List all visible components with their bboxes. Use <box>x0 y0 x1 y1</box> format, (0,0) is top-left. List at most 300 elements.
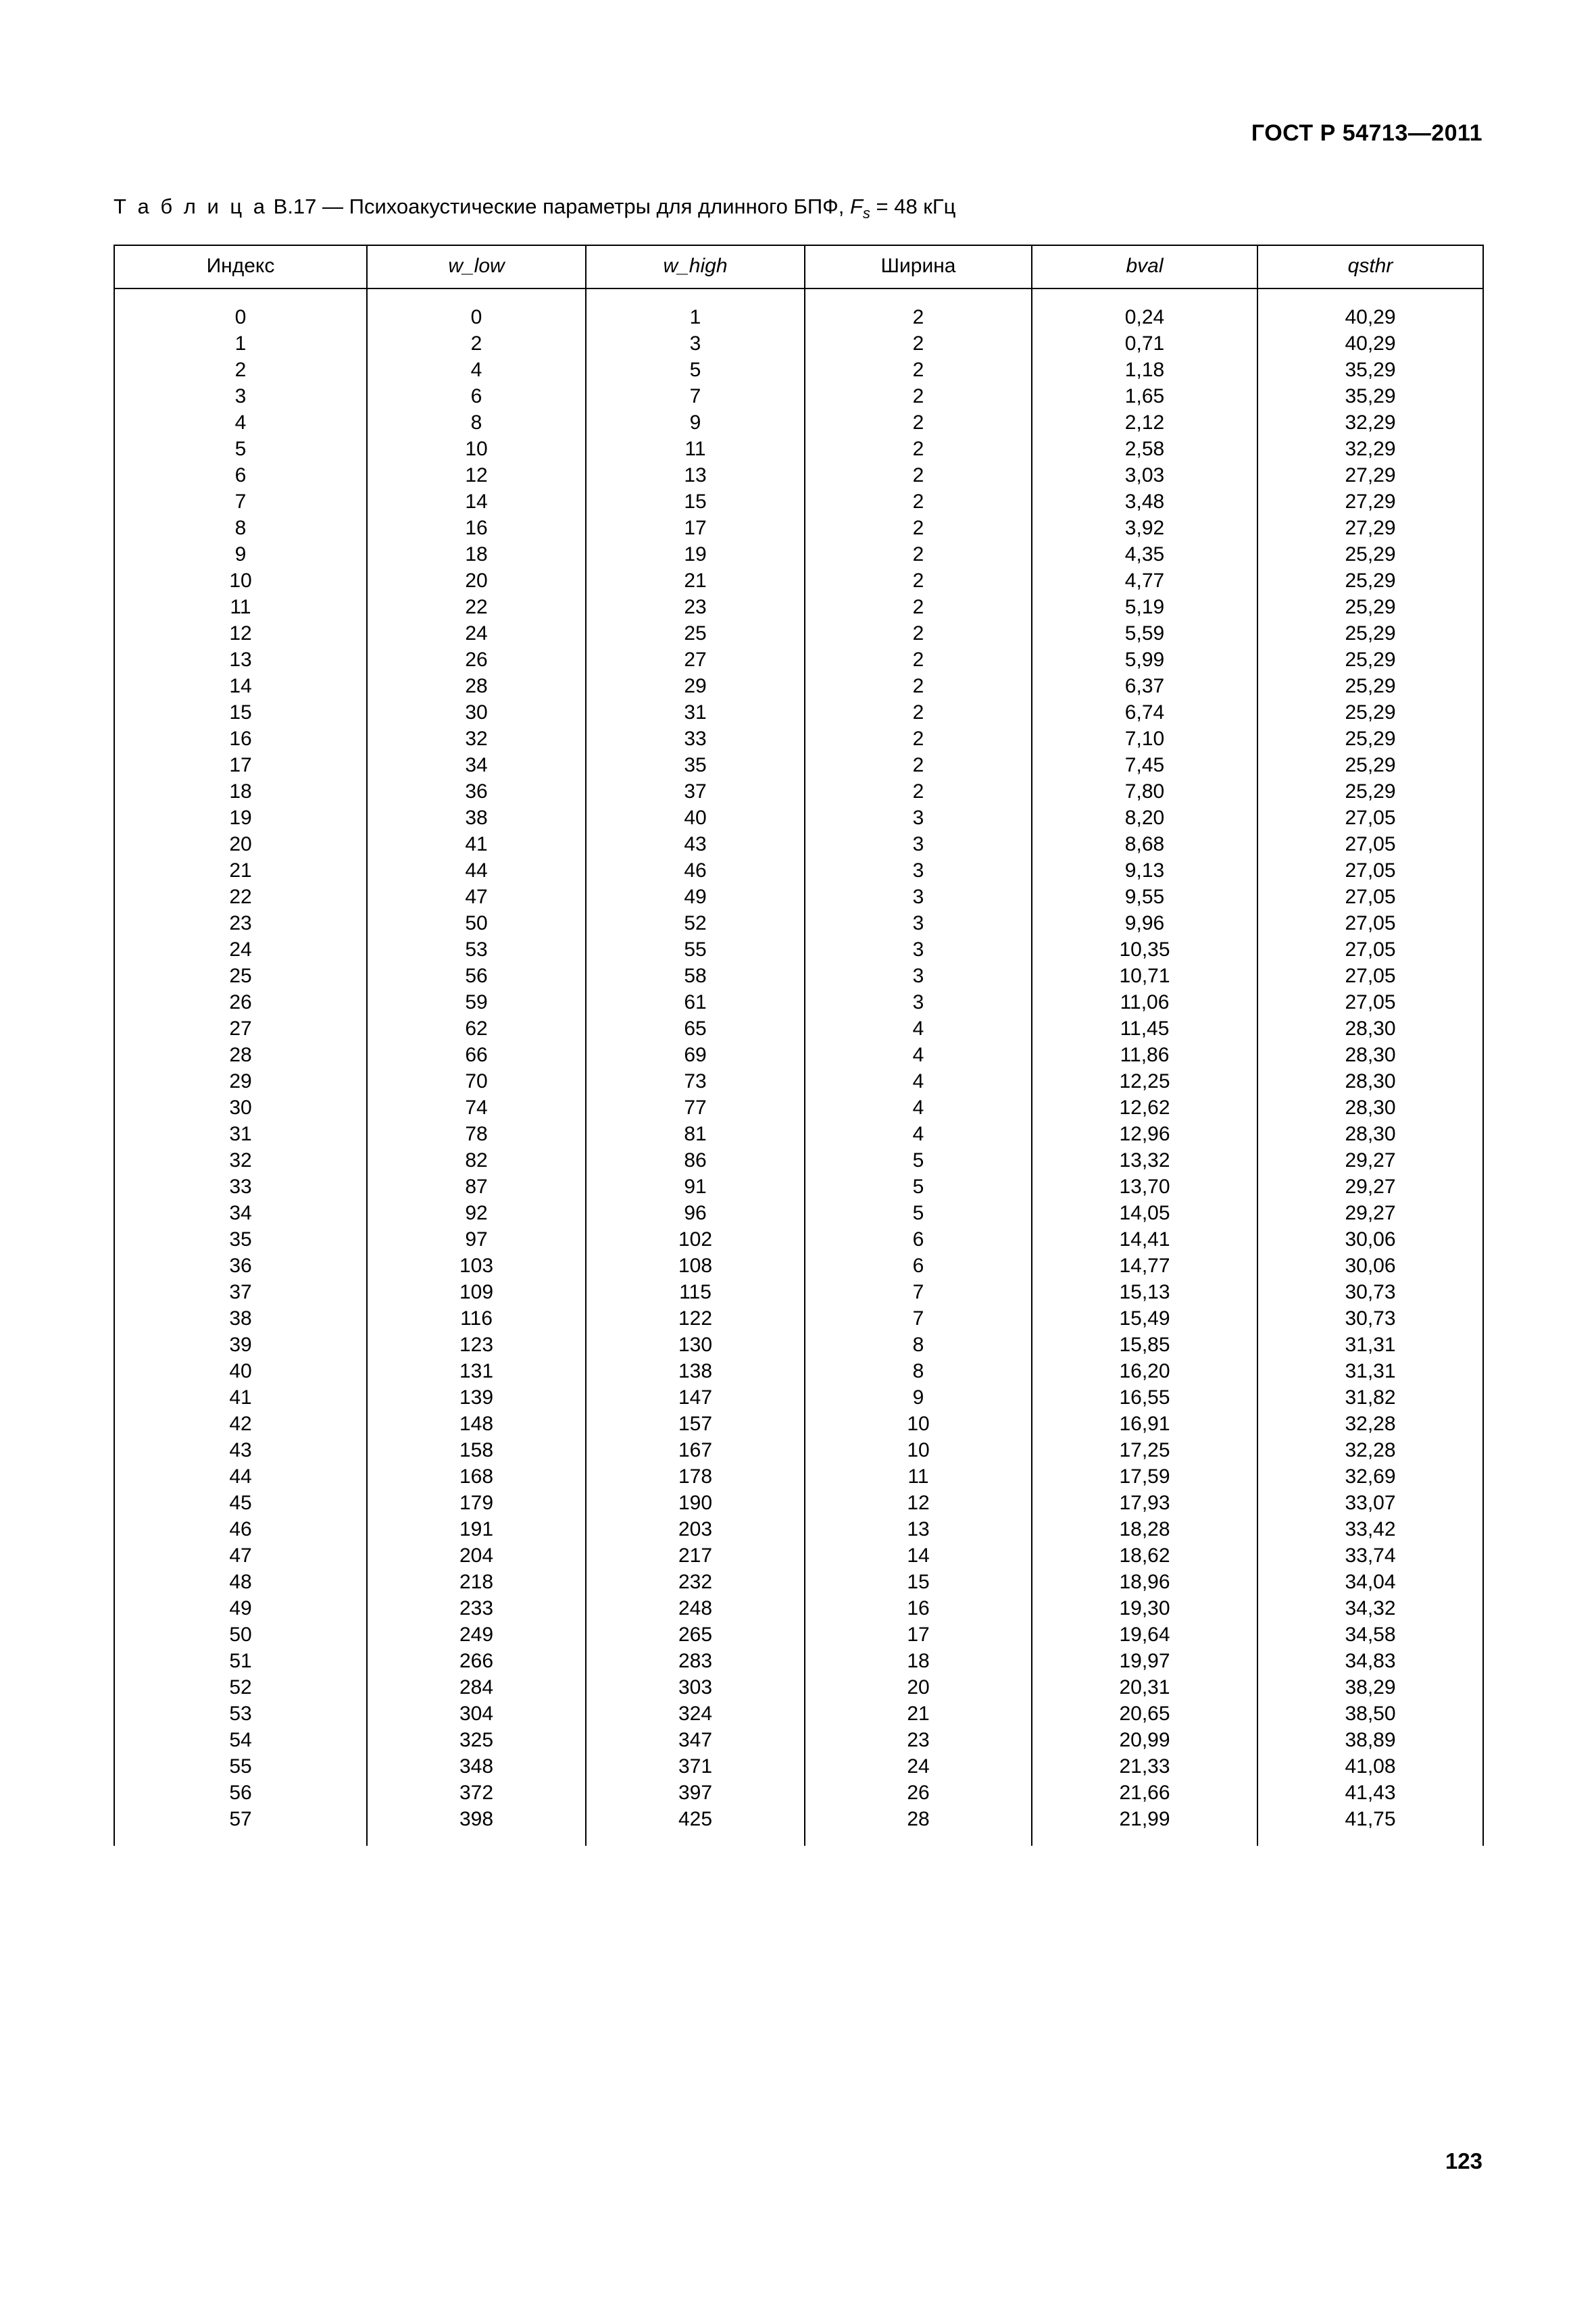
table-row <box>114 1358 1483 1384</box>
table-cell: 204 <box>367 1542 586 1569</box>
table-cell: 3 <box>805 910 1032 936</box>
table-cell: 324 <box>586 1701 805 1727</box>
table-cell: 178 <box>586 1463 805 1490</box>
table-cell: 28,30 <box>1257 1015 1483 1042</box>
table-cell: 4,35 <box>1032 541 1257 568</box>
table-cell: 36 <box>367 778 586 805</box>
table-cell: 27 <box>586 647 805 673</box>
table-cell: 157 <box>586 1411 805 1437</box>
table-cell: 14,05 <box>1032 1200 1257 1226</box>
table-cell: 41,43 <box>1257 1780 1483 1806</box>
table-cell: 9 <box>805 1384 1032 1411</box>
table-cell: 2 <box>805 778 1032 805</box>
table-row <box>114 1437 1483 1463</box>
table-cell: 30 <box>367 699 586 726</box>
table-cell: 65 <box>586 1015 805 1042</box>
table-cell: 397 <box>586 1780 805 1806</box>
table-cell: 17 <box>586 515 805 541</box>
table-row <box>114 831 1483 857</box>
table-cell: 96 <box>586 1200 805 1226</box>
table-cell: 44 <box>114 1463 367 1490</box>
table-cell: 8 <box>114 515 367 541</box>
table-cell: 18 <box>114 778 367 805</box>
table-cell: 27,29 <box>1257 462 1483 488</box>
table-caption-variable: F <box>849 195 863 218</box>
table-cell: 20,31 <box>1032 1674 1257 1701</box>
table-cell: 372 <box>367 1780 586 1806</box>
table-cell: 33 <box>114 1174 367 1200</box>
table-cell: 13,32 <box>1032 1147 1257 1174</box>
table-cell: 78 <box>367 1121 586 1147</box>
table-cell: 20 <box>805 1674 1032 1701</box>
table-cell: 11,86 <box>1032 1042 1257 1068</box>
table-cell: 35 <box>586 752 805 778</box>
table-cell: 203 <box>586 1516 805 1542</box>
table-row <box>114 357 1483 383</box>
table-cell: 28 <box>114 1042 367 1068</box>
table-cell: 102 <box>586 1226 805 1253</box>
table-row <box>114 1015 1483 1042</box>
table-cell: 22 <box>367 594 586 620</box>
table-cell: 5 <box>805 1174 1032 1200</box>
table-cell: 42 <box>114 1411 367 1437</box>
table-cell: 8 <box>367 409 586 436</box>
table-cell: 38,29 <box>1257 1674 1483 1701</box>
table-cell: 26 <box>367 647 586 673</box>
table-cell: 233 <box>367 1595 586 1621</box>
page-number: 123 <box>1445 2148 1482 2173</box>
table-cell: 47 <box>114 1542 367 1569</box>
table-cell: 35 <box>114 1226 367 1253</box>
column-header-w-high: w_high <box>586 245 805 288</box>
table-row <box>114 568 1483 594</box>
table-cell: 7 <box>805 1305 1032 1332</box>
table-cell: 108 <box>586 1253 805 1279</box>
table-cell: 27,05 <box>1257 910 1483 936</box>
table-cell: 2 <box>805 383 1032 409</box>
table-cell: 20,65 <box>1032 1701 1257 1727</box>
table-cell: 28,30 <box>1257 1042 1483 1068</box>
table-row <box>114 1595 1483 1621</box>
table-cell: 19,64 <box>1032 1621 1257 1648</box>
table-cell: 284 <box>367 1674 586 1701</box>
table-row <box>114 989 1483 1015</box>
table-cell: 32 <box>367 726 586 752</box>
table-cell: 12,62 <box>1032 1095 1257 1121</box>
table-cell: 3,48 <box>1032 488 1257 515</box>
table-cell: 2 <box>805 330 1032 357</box>
table-cell: 28,30 <box>1257 1095 1483 1121</box>
table-caption-subscript: s <box>862 205 870 222</box>
table-cell: 47 <box>367 884 586 910</box>
table-cell: 249 <box>367 1621 586 1648</box>
table-cell: 21,99 <box>1032 1806 1257 1846</box>
table-cell: 6 <box>805 1253 1032 1279</box>
table-cell: 17 <box>114 752 367 778</box>
table-cell: 7,45 <box>1032 752 1257 778</box>
table-cell: 15,49 <box>1032 1305 1257 1332</box>
table-cell: 73 <box>586 1068 805 1095</box>
table-cell: 49 <box>586 884 805 910</box>
table-row <box>114 1253 1483 1279</box>
table-cell: 46 <box>114 1516 367 1542</box>
table-cell: 6,74 <box>1032 699 1257 726</box>
table-cell: 27,05 <box>1257 989 1483 1015</box>
table-cell: 30,73 <box>1257 1279 1483 1305</box>
table-cell: 28 <box>367 673 586 699</box>
column-header-index: Индекс <box>114 245 367 288</box>
table-row <box>114 1174 1483 1200</box>
table-cell: 20 <box>367 568 586 594</box>
table-cell: 81 <box>586 1121 805 1147</box>
table-cell: 32,29 <box>1257 436 1483 462</box>
table-cell: 24 <box>114 936 367 963</box>
table-cell: 77 <box>586 1095 805 1121</box>
table-cell: 15 <box>805 1569 1032 1595</box>
psychoacoustic-parameters-table <box>114 245 1484 1846</box>
table-cell: 18,28 <box>1032 1516 1257 1542</box>
table-cell: 20,99 <box>1032 1727 1257 1753</box>
table-cell: 10 <box>367 436 586 462</box>
table-cell: 2 <box>805 699 1032 726</box>
table-cell: 1,65 <box>1032 383 1257 409</box>
table-cell: 14 <box>367 488 586 515</box>
table-cell: 41 <box>114 1384 367 1411</box>
table-cell: 19 <box>114 805 367 831</box>
table-cell: 2,58 <box>1032 436 1257 462</box>
table-cell: 168 <box>367 1463 586 1490</box>
table-row <box>114 936 1483 963</box>
table-row <box>114 620 1483 647</box>
table-cell: 29,27 <box>1257 1200 1483 1226</box>
table-caption-value: = 48 кГц <box>876 195 956 218</box>
table-cell: 325 <box>367 1727 586 1753</box>
table-cell: 87 <box>367 1174 586 1200</box>
table-cell: 30,73 <box>1257 1305 1483 1332</box>
table-cell: 70 <box>367 1068 586 1095</box>
table-cell: 2 <box>805 673 1032 699</box>
table-cell: 217 <box>586 1542 805 1569</box>
table-cell: 265 <box>586 1621 805 1648</box>
table-cell: 15 <box>586 488 805 515</box>
table-cell: 14,41 <box>1032 1226 1257 1253</box>
table-cell: 27,05 <box>1257 936 1483 963</box>
table-row <box>114 1226 1483 1253</box>
table-cell: 32,69 <box>1257 1463 1483 1490</box>
table-cell: 5,59 <box>1032 620 1257 647</box>
table-container <box>114 245 1482 1846</box>
table-row <box>114 1542 1483 1569</box>
table-cell: 10 <box>114 568 367 594</box>
table-cell: 4 <box>114 409 367 436</box>
table-cell: 25,29 <box>1257 752 1483 778</box>
table-cell: 12 <box>367 462 586 488</box>
table-cell: 52 <box>586 910 805 936</box>
table-cell: 138 <box>586 1358 805 1384</box>
table-cell: 2 <box>805 409 1032 436</box>
table-cell: 40,29 <box>1257 330 1483 357</box>
table-row <box>114 541 1483 568</box>
table-cell: 0,24 <box>1032 288 1257 330</box>
table-cell: 29 <box>586 673 805 699</box>
table-cell: 97 <box>367 1226 586 1253</box>
table-cell: 303 <box>586 1674 805 1701</box>
table-cell: 27,05 <box>1257 805 1483 831</box>
table-cell: 43 <box>586 831 805 857</box>
table-cell: 109 <box>367 1279 586 1305</box>
table-cell: 37 <box>586 778 805 805</box>
table-cell: 347 <box>586 1727 805 1753</box>
table-cell: 19 <box>586 541 805 568</box>
table-cell: 31,31 <box>1257 1358 1483 1384</box>
table-cell: 34,58 <box>1257 1621 1483 1648</box>
table-cell: 5 <box>114 436 367 462</box>
table-cell: 13 <box>114 647 367 673</box>
table-cell: 7,10 <box>1032 726 1257 752</box>
table-cell: 27,29 <box>1257 488 1483 515</box>
table-cell: 21,33 <box>1032 1753 1257 1780</box>
table-row <box>114 1648 1483 1674</box>
table-cell: 43 <box>114 1437 367 1463</box>
table-cell: 2 <box>805 436 1032 462</box>
table-cell: 4 <box>805 1121 1032 1147</box>
table-cell: 26 <box>114 989 367 1015</box>
table-row <box>114 1332 1483 1358</box>
table-cell: 48 <box>114 1569 367 1595</box>
table-cell: 7,80 <box>1032 778 1257 805</box>
column-header-w-low: w_low <box>367 245 586 288</box>
page-header-standard-code: ГОСТ Р 54713—2011 <box>1251 120 1482 146</box>
table-cell: 4,77 <box>1032 568 1257 594</box>
table-cell: 29 <box>114 1068 367 1095</box>
table-cell: 398 <box>367 1806 586 1846</box>
table-cell: 21 <box>805 1701 1032 1727</box>
table-cell: 0 <box>367 288 586 330</box>
table-cell: 3 <box>805 857 1032 884</box>
table-row <box>114 778 1483 805</box>
table-cell: 92 <box>367 1200 586 1226</box>
table-cell: 23 <box>586 594 805 620</box>
table-row <box>114 1753 1483 1780</box>
table-cell: 25,29 <box>1257 778 1483 805</box>
table-row <box>114 1279 1483 1305</box>
table-cell: 2 <box>805 357 1032 383</box>
table-cell: 266 <box>367 1648 586 1674</box>
table-cell: 7 <box>114 488 367 515</box>
table-cell: 2 <box>367 330 586 357</box>
table-cell: 31 <box>586 699 805 726</box>
table-cell: 32 <box>114 1147 367 1174</box>
table-cell: 49 <box>114 1595 367 1621</box>
table-cell: 13,70 <box>1032 1174 1257 1200</box>
table-cell: 12,96 <box>1032 1121 1257 1147</box>
table-row <box>114 515 1483 541</box>
table-cell: 4 <box>805 1068 1032 1095</box>
table-cell: 103 <box>367 1253 586 1279</box>
table-cell: 4 <box>805 1095 1032 1121</box>
table-cell: 22 <box>114 884 367 910</box>
table-cell: 29,27 <box>1257 1174 1483 1200</box>
table-head <box>114 245 1483 288</box>
table-cell: 147 <box>586 1384 805 1411</box>
table-row <box>114 1780 1483 1806</box>
table-row <box>114 1068 1483 1095</box>
table-cell: 18,96 <box>1032 1569 1257 1595</box>
table-cell: 27,29 <box>1257 515 1483 541</box>
table-cell: 16 <box>114 726 367 752</box>
table-cell: 25,29 <box>1257 594 1483 620</box>
table-cell: 1 <box>114 330 367 357</box>
table-cell: 6 <box>114 462 367 488</box>
table-cell: 27 <box>114 1015 367 1042</box>
table-cell: 11,06 <box>1032 989 1257 1015</box>
table-row <box>114 594 1483 620</box>
table-cell: 30,06 <box>1257 1253 1483 1279</box>
table-row <box>114 462 1483 488</box>
table-cell: 283 <box>586 1648 805 1674</box>
table-cell: 21 <box>114 857 367 884</box>
table-cell: 2 <box>805 488 1032 515</box>
table-cell: 130 <box>586 1332 805 1358</box>
table-cell: 10,71 <box>1032 963 1257 989</box>
table-cell: 5 <box>586 357 805 383</box>
table-cell: 4 <box>367 357 586 383</box>
table-cell: 371 <box>586 1753 805 1780</box>
table-cell: 3 <box>805 963 1032 989</box>
table-cell: 69 <box>586 1042 805 1068</box>
table-cell: 248 <box>586 1595 805 1621</box>
table-cell: 3 <box>805 831 1032 857</box>
table-cell: 13 <box>805 1516 1032 1542</box>
table-cell: 41,08 <box>1257 1753 1483 1780</box>
table-cell: 26 <box>805 1780 1032 1806</box>
table-row <box>114 1463 1483 1490</box>
table-cell: 38,50 <box>1257 1701 1483 1727</box>
table-cell: 14,77 <box>1032 1253 1257 1279</box>
table-cell: 31,31 <box>1257 1332 1483 1358</box>
table-cell: 0,71 <box>1032 330 1257 357</box>
table-caption <box>114 195 955 222</box>
table-cell: 15,13 <box>1032 1279 1257 1305</box>
table-row <box>114 409 1483 436</box>
table-cell: 74 <box>367 1095 586 1121</box>
table-cell: 34,83 <box>1257 1648 1483 1674</box>
table-cell: 232 <box>586 1569 805 1595</box>
table-cell: 116 <box>367 1305 586 1332</box>
table-cell: 2 <box>805 647 1032 673</box>
table-row <box>114 1384 1483 1411</box>
table-cell: 8,20 <box>1032 805 1257 831</box>
table-row <box>114 963 1483 989</box>
table-cell: 9,55 <box>1032 884 1257 910</box>
table-cell: 425 <box>586 1806 805 1846</box>
table-cell: 1 <box>586 288 805 330</box>
table-cell: 2 <box>805 515 1032 541</box>
table-cell: 2,12 <box>1032 409 1257 436</box>
table-caption-prefix: Т а б л и ц а <box>114 195 268 218</box>
table-cell: 122 <box>586 1305 805 1332</box>
table-cell: 6,37 <box>1032 673 1257 699</box>
table-cell: 62 <box>367 1015 586 1042</box>
column-header-bval: bval <box>1032 245 1257 288</box>
table-row <box>114 1042 1483 1068</box>
table-cell: 45 <box>114 1490 367 1516</box>
column-header-qsthr: qsthr <box>1257 245 1483 288</box>
table-cell: 21,66 <box>1032 1780 1257 1806</box>
table-cell: 34 <box>367 752 586 778</box>
table-cell: 2 <box>805 594 1032 620</box>
table-cell: 25,29 <box>1257 620 1483 647</box>
table-cell: 3,92 <box>1032 515 1257 541</box>
table-row <box>114 1305 1483 1332</box>
table-cell: 10 <box>805 1437 1032 1463</box>
table-cell: 27,05 <box>1257 884 1483 910</box>
table-cell: 0 <box>114 288 367 330</box>
table-cell: 91 <box>586 1174 805 1200</box>
table-cell: 4 <box>805 1015 1032 1042</box>
table-cell: 10,35 <box>1032 936 1257 963</box>
table-cell: 40 <box>586 805 805 831</box>
table-cell: 61 <box>586 989 805 1015</box>
table-row <box>114 1516 1483 1542</box>
table-header-row <box>114 245 1483 288</box>
table-cell: 11 <box>586 436 805 462</box>
table-body <box>114 288 1483 1846</box>
table-cell: 23 <box>114 910 367 936</box>
table-cell: 6 <box>367 383 586 409</box>
table-cell: 56 <box>114 1780 367 1806</box>
table-cell: 12 <box>114 620 367 647</box>
table-cell: 31,82 <box>1257 1384 1483 1411</box>
table-row <box>114 330 1483 357</box>
table-cell: 3 <box>114 383 367 409</box>
table-cell: 27,05 <box>1257 857 1483 884</box>
table-cell: 7 <box>586 383 805 409</box>
table-cell: 3 <box>805 884 1032 910</box>
table-row <box>114 1569 1483 1595</box>
table-cell: 2 <box>805 620 1032 647</box>
table-cell: 3,03 <box>1032 462 1257 488</box>
table-cell: 3 <box>586 330 805 357</box>
table-cell: 10 <box>805 1411 1032 1437</box>
table-row <box>114 1147 1483 1174</box>
table-cell: 35,29 <box>1257 383 1483 409</box>
table-cell: 190 <box>586 1490 805 1516</box>
table-cell: 304 <box>367 1701 586 1727</box>
table-cell: 23 <box>805 1727 1032 1753</box>
table-cell: 2 <box>805 752 1032 778</box>
table-cell: 19,97 <box>1032 1648 1257 1674</box>
table-cell: 8 <box>805 1358 1032 1384</box>
table-cell: 34 <box>114 1200 367 1226</box>
table-cell: 13 <box>586 462 805 488</box>
table-row <box>114 288 1483 330</box>
table-cell: 25,29 <box>1257 541 1483 568</box>
table-row <box>114 1095 1483 1121</box>
table-cell: 15,85 <box>1032 1332 1257 1358</box>
table-cell: 2 <box>805 462 1032 488</box>
table-cell: 27,05 <box>1257 831 1483 857</box>
table-cell: 17,25 <box>1032 1437 1257 1463</box>
table-cell: 18 <box>367 541 586 568</box>
table-cell: 5,99 <box>1032 647 1257 673</box>
table-row <box>114 1200 1483 1226</box>
table-cell: 25 <box>586 620 805 647</box>
table-cell: 55 <box>114 1753 367 1780</box>
table-row <box>114 383 1483 409</box>
table-cell: 2 <box>805 541 1032 568</box>
table-cell: 5 <box>805 1147 1032 1174</box>
